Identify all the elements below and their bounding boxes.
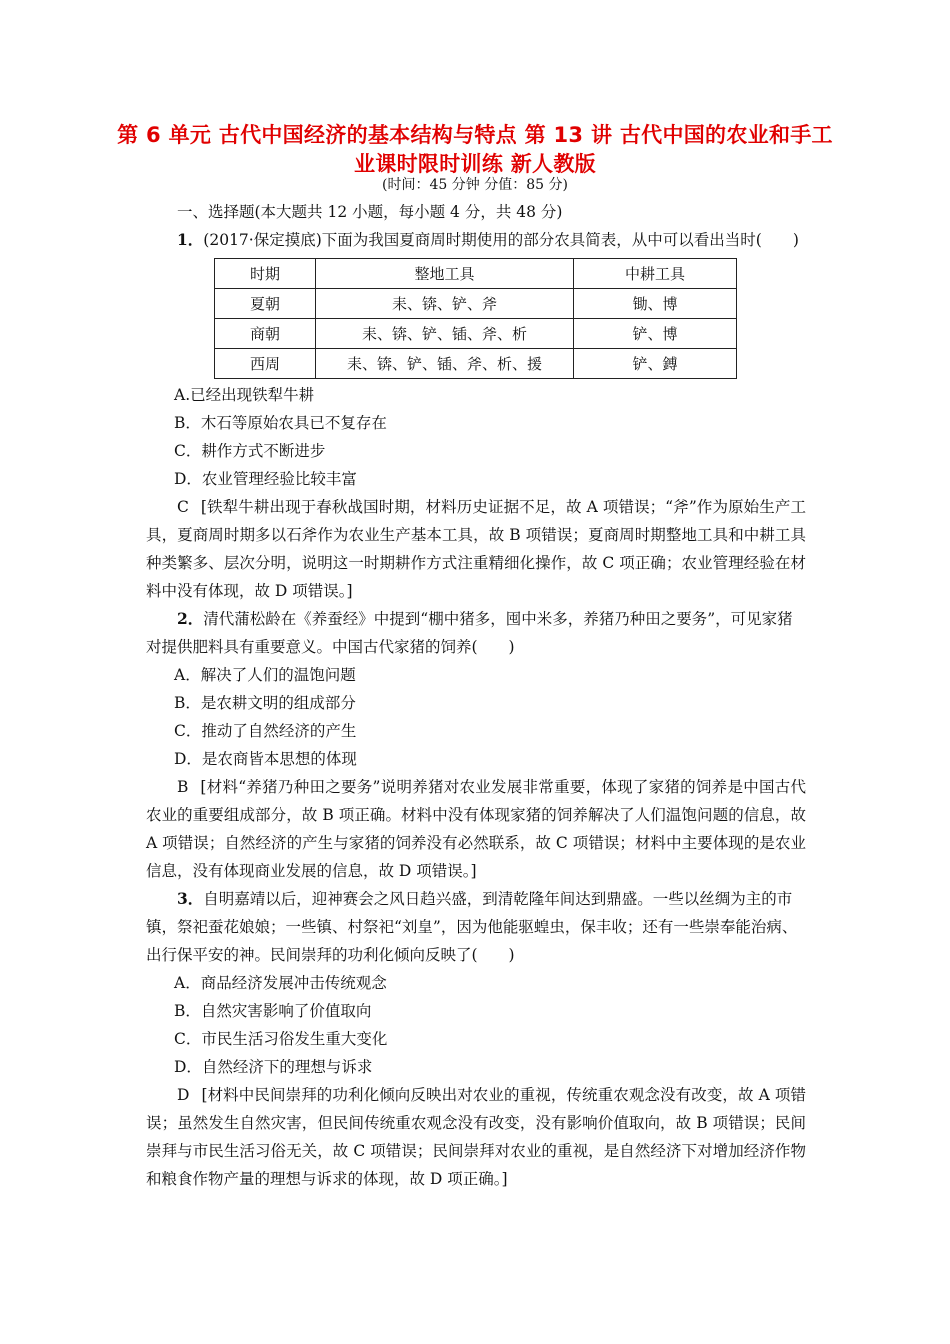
question-3: [146, 885, 806, 1193]
answer-letter: B: [177, 778, 189, 796]
table-cell: 耒、锛、铲、斧: [316, 289, 574, 319]
question-stem: 1．(2017·保定摸底)下面为我国夏商周时期使用的部分农具简表，从中可以看出当时( ): [177, 230, 799, 249]
table-header-row: [215, 259, 737, 289]
table-cell: 锄、博: [574, 289, 737, 319]
option-a: A．商品经济发展冲击传统观念: [174, 974, 387, 992]
table-cell: 耒、锛、铲、锸、斧、析: [316, 319, 574, 349]
option-a: A．解决了人们的温饱问题: [174, 666, 356, 684]
table-cell: 商朝: [215, 319, 316, 349]
table-cell: 西周: [215, 349, 316, 379]
table-cell: 夏朝: [215, 289, 316, 319]
page-title: 第 6 单元 古代中国经济的基本结构与特点 第 13 讲 古代中国的农业和手工业课时限时训练 新人教版: [117, 123, 833, 176]
answer-explanation: C [铁犁牛耕出现于春秋战国时期，材料历史证据不足，故 A 项错误；“斧”作为原始生产工具，夏商周时期多以石斧作为农业生产基本工具，故 B 项错误；夏商周时期整地工具和中耕工具种类繁多、层次分明，说明这一时期耕作方式注重精细化操作，故 C 项正确；农业管理经验在材料中没有体现，故 D 项错误。]: [146, 498, 806, 600]
option-a: A.已经出现铁犁牛耕: [174, 386, 315, 404]
question-stem: 2．清代蒲松龄在《养蚕经》中提到“棚中猪多，囤中米多，养猪乃种田之要务”，可见家猪对提供肥料具有重要意义。中国古代家猪的饲养( ): [146, 609, 793, 656]
option-c: C．推动了自然经济的产生: [174, 722, 357, 740]
answer-letter: C: [177, 498, 189, 516]
answer-explanation: B [材料“养猪乃种田之要务”说明养猪对农业发展非常重要，体现了家猪的饲养是中国古代农业的重要组成部分，故 B 项正确。材料中没有体现家猪的饲养解决了人们温饱问题的信息，故 A 项错误；自然经济的产生与家猪的饲养没有必然联系，故 C 项错误；材料中主要体现的是农业信息，没有体现商业发展的信息，故 D 项错误。]: [146, 778, 806, 880]
option-b: B．是农耕文明的组成部分: [174, 694, 356, 712]
table-row: [215, 289, 737, 319]
option-b: B．自然灾害影响了价值取向: [174, 1002, 372, 1020]
section-heading: 一、选择题(本大题共 12 小题，每小题 4 分，共 48 分): [177, 203, 563, 221]
option-d: D．自然经济下的理想与诉求: [174, 1058, 373, 1076]
question-stem: 3．自明嘉靖以后，迎神赛会之风日趋兴盛，到清乾隆年间达到鼎盛。一些以丝绸为主的市镇，祭祀蚕花娘娘；一些镇、村祭祀“刘皇”，因为他能驱蝗虫，保丰收；还有一些崇奉能治病、出行保平安的神。民间崇拜的功利化倾向反映了( ): [146, 889, 798, 964]
option-c: C．市民生活习俗发生重大变化: [174, 1030, 388, 1048]
question-body: [146, 198, 806, 1193]
table-cell: 铲、博: [574, 319, 737, 349]
question-2: [146, 605, 806, 885]
option-b: B．木石等原始农具已不复存在: [174, 414, 387, 432]
tools-table: [214, 258, 737, 379]
option-c: C．耕作方式不断进步: [174, 442, 326, 460]
exam-info: (时间：45 分钟 分值：85 分): [382, 177, 568, 193]
table-header: 中耕工具: [574, 259, 737, 289]
answer-explanation: D [材料中民间崇拜的功利化倾向反映出对农业的重视，传统重农观念没有改变，故 A 项错误；虽然发生自然灾害，但民间传统重农观念没有改变，没有影响价值取向，故 B 项错误；民间崇拜与市民生活习俗无关，故 C 项错误；民间崇拜对农业的重视，是自然经济下对增加经济作物和粮食作物产量的理想与诉求的体现，故 D 项正确。]: [146, 1086, 806, 1188]
option-d: D．是农商皆本思想的体现: [174, 750, 357, 768]
question-1: [146, 226, 806, 605]
table-cell: 耒、锛、铲、锸、斧、析、援: [316, 349, 574, 379]
table-header: 时期: [215, 259, 316, 289]
table-header: 整地工具: [316, 259, 574, 289]
table-row: [215, 319, 737, 349]
option-d: D．农业管理经验比较丰富: [174, 470, 357, 488]
answer-letter: D: [177, 1086, 190, 1104]
table-row: [215, 349, 737, 379]
table-cell: 铲、鎛: [574, 349, 737, 379]
